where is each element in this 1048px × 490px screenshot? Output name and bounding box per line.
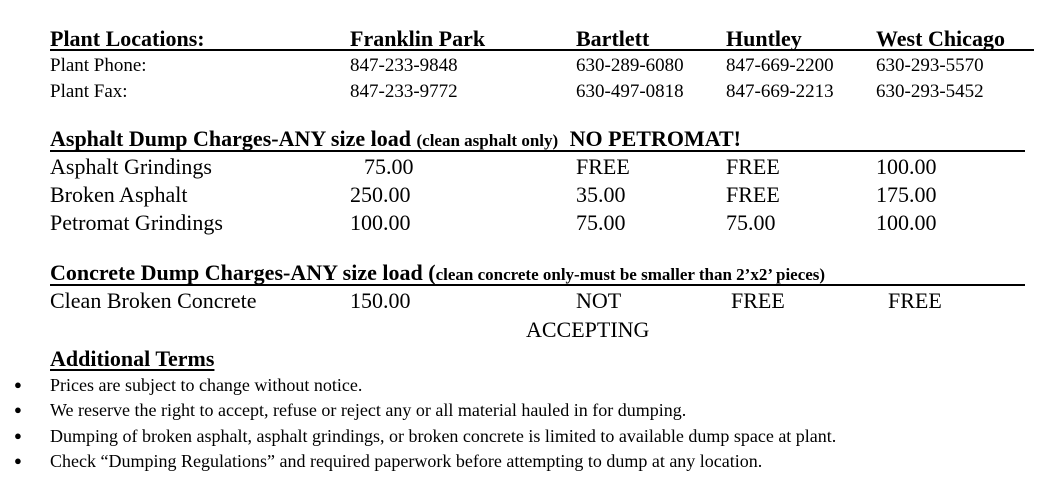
phone-huntley: 847-669-2200 (726, 55, 834, 76)
petromat-grindings-west-chicago: 100.00 (876, 210, 937, 235)
clean-concrete-bartlett: NOT (576, 288, 622, 313)
plant-fax-label: Plant Fax: (50, 81, 128, 102)
asphalt-grindings-west-chicago: 100.00 (876, 154, 937, 179)
term-item: Prices are subject to change without notice. (50, 375, 363, 395)
term-item: Check “Dumping Regulations” and required paperwork before attempting to dump at any location. (50, 451, 763, 471)
clean-concrete-west-chicago: FREE (888, 288, 942, 313)
asphalt-rule (50, 150, 1025, 152)
fax-bartlett: 630-497-0818 (576, 81, 684, 102)
header-rule (50, 49, 1034, 51)
location-west-chicago: West Chicago (876, 26, 1005, 51)
asphalt-title-text: Asphalt Dump Charges-ANY size load (50, 126, 411, 151)
broken-asphalt-west-chicago: 175.00 (876, 182, 937, 207)
petromat-grindings-franklin-park: 100.00 (350, 210, 411, 235)
fax-huntley: 847-669-2213 (726, 81, 834, 102)
phone-bartlett: 630-289-6080 (576, 55, 684, 76)
concrete-note: clean concrete only-must be smaller than 2’x2’ pieces) (435, 265, 826, 284)
plant-phone-label: Plant Phone: (50, 55, 147, 76)
row-clean-broken-concrete-label: Clean Broken Concrete (50, 288, 257, 313)
row-broken-asphalt-label: Broken Asphalt (50, 182, 188, 207)
concrete-rule (50, 284, 1025, 286)
bullet-icon: ● (14, 453, 22, 468)
broken-asphalt-huntley: FREE (726, 182, 780, 207)
row-asphalt-grindings-label: Asphalt Grindings (50, 154, 212, 179)
clean-concrete-franklin-park: 150.00 (350, 288, 411, 313)
term-item: We reserve the right to accept, refuse or reject any or all material hauled in for dumping. (50, 400, 687, 420)
phone-west-chicago: 630-293-5570 (876, 55, 984, 76)
broken-asphalt-franklin-park: 250.00 (350, 182, 411, 207)
bullet-icon: ● (14, 377, 22, 392)
clean-concrete-huntley: FREE (731, 288, 785, 313)
location-huntley: Huntley (726, 26, 802, 51)
clean-concrete-bartlett-continuation: ACCEPTING (526, 317, 650, 342)
plant-locations-label: Plant Locations: (50, 26, 205, 51)
asphalt-warning: NO PETROMAT! (569, 126, 741, 151)
location-franklin-park: Franklin Park (350, 26, 486, 51)
fax-franklin-park: 847-233-9772 (350, 81, 458, 102)
asphalt-note: (clean asphalt only) (416, 131, 559, 150)
bullet-icon: ● (14, 428, 22, 443)
petromat-grindings-huntley: 75.00 (726, 210, 776, 235)
broken-asphalt-bartlett: 35.00 (576, 182, 626, 207)
additional-terms-title: Additional Terms (50, 346, 215, 371)
asphalt-grindings-bartlett: FREE (576, 154, 630, 179)
row-petromat-grindings-label: Petromat Grindings (50, 210, 223, 235)
asphalt-grindings-franklin-park: 75.00 (364, 154, 414, 179)
concrete-title-text: Concrete Dump Charges-ANY size load (50, 260, 423, 285)
fax-west-chicago: 630-293-5452 (876, 81, 984, 102)
concrete-note-open: ( (428, 260, 436, 285)
bullet-icon: ● (14, 402, 22, 417)
petromat-grindings-bartlett: 75.00 (576, 210, 626, 235)
phone-franklin-park: 847-233-9848 (350, 55, 458, 76)
term-item: Dumping of broken asphalt, asphalt grindings, or broken concrete is limited to available dump space at plant. (50, 426, 837, 446)
location-bartlett: Bartlett (576, 26, 650, 51)
asphalt-grindings-huntley: FREE (726, 154, 780, 179)
